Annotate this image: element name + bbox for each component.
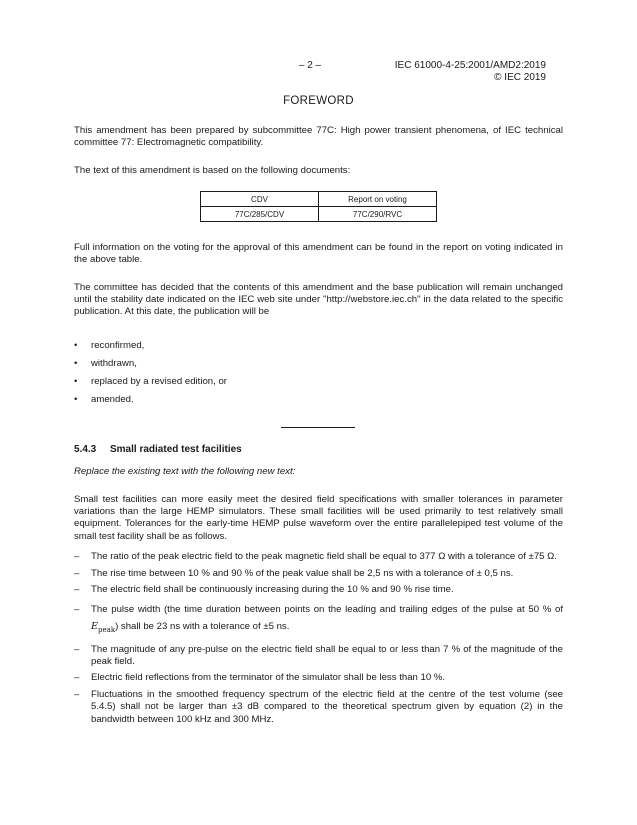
list-item xyxy=(74,584,563,596)
page-title: FOREWORD xyxy=(283,95,354,107)
dash-marker: – xyxy=(74,584,80,596)
committee-paragraph: The committee has decided that the contents of this amendment and the base publication will remain unchanged until the stability date indicated on the IEC web site under "http://webstore.iec.ch" in the data related to the specific publication. At this date, the publication will be xyxy=(74,282,563,318)
list-item-text: Fluctuations in the smoothed frequency spectrum of the electric field at the centre of the test volume (see 5.4.5) shall not be larger than ±3 dB compared to the theoretical spectrum given by equation (2) in the bandwidth between 100 kHz and 300 MHz. xyxy=(91,689,563,725)
standard-header xyxy=(360,60,546,84)
dash-marker: – xyxy=(74,604,80,616)
dash-marker: – xyxy=(74,643,80,655)
separator-rule xyxy=(281,427,355,428)
pulse-width-text-before: The pulse width (the time duration between points on the leading and trailing edges of the pulse at 50 % of xyxy=(91,604,563,616)
voting-table-cell: 77C/285/CDV xyxy=(201,207,319,222)
tolerance-list xyxy=(74,551,563,730)
full-info-paragraph: Full information on the voting for the approval of this amendment can be found in the report on voting indicated in the above table. xyxy=(74,242,563,266)
list-item xyxy=(74,689,563,726)
dash-marker: – xyxy=(74,551,80,562)
bullet-icon: • xyxy=(74,358,78,369)
bullet-icon: • xyxy=(74,394,78,405)
page-number: – 2 – xyxy=(298,60,322,71)
pulse-width-text-after: ) shall be 23 ns with a tolerance of ±5 ns. xyxy=(115,621,290,633)
dash-marker: – xyxy=(74,672,80,684)
list-item-text: The rise time between 10 % and 90 % of the peak value shall be 2,5 ns with a tolerance of ± 0,5 ns. xyxy=(91,567,514,579)
symbol-subscript: peak xyxy=(98,626,116,635)
bullet-icon: • xyxy=(74,340,78,351)
list-item xyxy=(74,601,563,639)
voting-table xyxy=(200,191,437,222)
list-item xyxy=(74,394,563,412)
section-body: Small test facilities can more easily meet the desired field specifications with smaller tolerances in parameter variations than the large HEMP simulators. These small facilities will be used primarily to test relatively small equipment. Tolerances for the early-time HEMP pulse waveform over the entire parallelepiped test volume of the small test facility shall be as follows. xyxy=(74,494,563,542)
list-item-text: The electric field shall be continuously increasing during the 10 % and 90 % rise time. xyxy=(91,584,454,596)
list-item xyxy=(74,568,563,580)
voting-table-header: Report on voting xyxy=(319,192,437,207)
list-item-text: Electric field reflections from the terminator of the simulator shall be less than 10 %. xyxy=(91,672,446,684)
symbol-letter: E xyxy=(91,621,99,633)
list-item-text: withdrawn, xyxy=(91,358,137,369)
section-instruction: Replace the existing text with the following new text: xyxy=(74,466,296,477)
list-item xyxy=(74,358,563,376)
section-title: Small radiated test facilities xyxy=(110,444,242,455)
list-item-text: The magnitude of any pre-pulse on the electric field shall be equal to or less than 7 % of the magnitude of the peak field. xyxy=(91,643,563,667)
peak-field-symbol xyxy=(91,621,116,635)
voting-table-cell: 77C/290/RVC xyxy=(319,207,437,222)
dash-marker: – xyxy=(74,689,80,701)
intro-paragraph: This amendment has been prepared by subcommittee 77C: High power transient phenomena, of IEC technical committee 77: Electromagnetic compatibility. xyxy=(74,125,563,149)
list-item-text: reconfirmed, xyxy=(91,340,145,351)
list-item xyxy=(74,376,563,394)
voting-table-header-row xyxy=(201,192,437,207)
dash-marker: – xyxy=(74,567,80,579)
voting-table-row xyxy=(201,207,437,222)
section-heading xyxy=(74,444,242,455)
copyright-notice: © IEC 2019 xyxy=(494,72,546,83)
outcome-list xyxy=(74,340,563,412)
list-item xyxy=(74,672,563,684)
based-on-paragraph: The text of this amendment is based on the following documents: xyxy=(74,165,351,176)
voting-table-header: CDV xyxy=(201,192,319,207)
bullet-icon: • xyxy=(74,376,78,387)
list-item xyxy=(74,551,563,563)
list-item xyxy=(74,340,563,358)
list-item xyxy=(74,644,563,668)
section-number: 5.4.3 xyxy=(74,444,97,455)
list-item-text: replaced by a revised edition, or xyxy=(91,376,227,387)
list-item-text: The ratio of the peak electric field to the peak magnetic field shall be equal to 377 Ω with a tolerance of ±75 Ω. xyxy=(91,551,557,562)
standard-reference: IEC 61000-4-25:2001/AMD2:2019 xyxy=(394,60,546,71)
list-item-text: amended. xyxy=(91,394,134,405)
